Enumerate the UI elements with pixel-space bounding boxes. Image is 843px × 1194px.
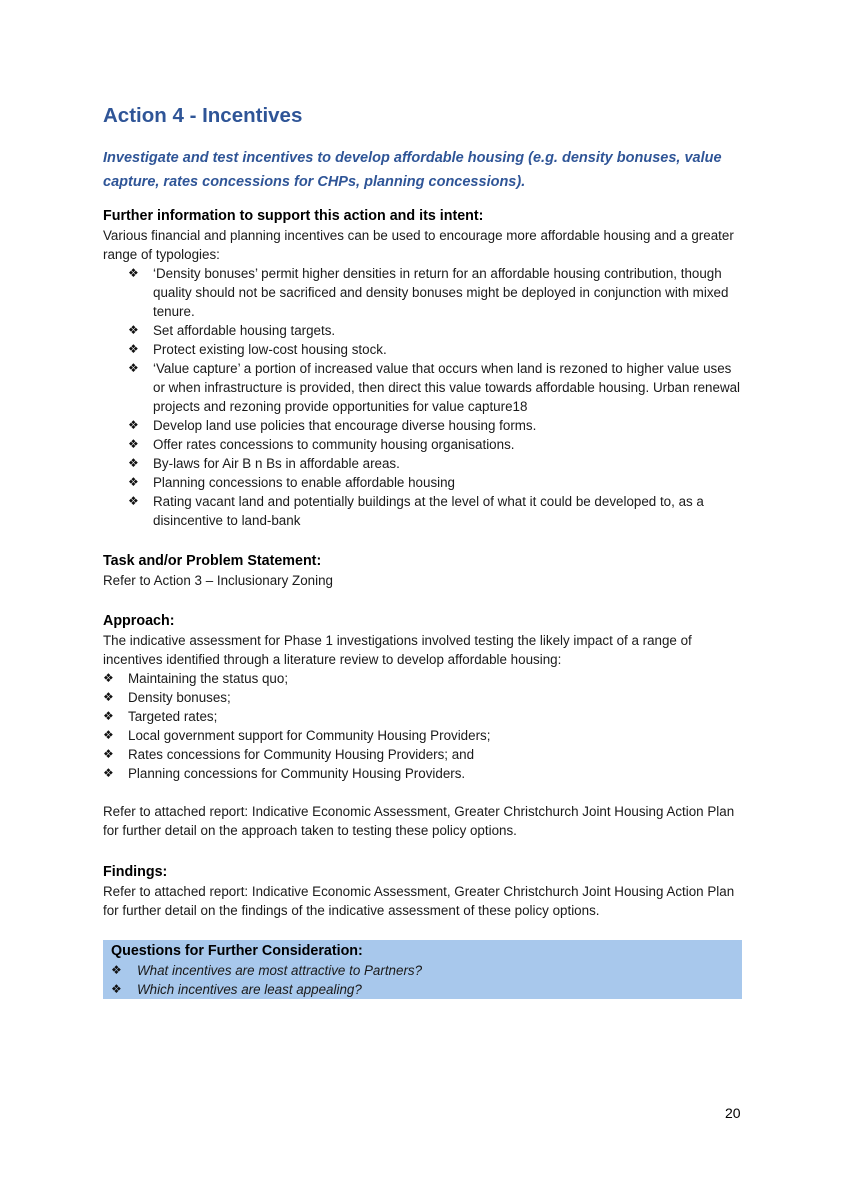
page-title: Action 4 - Incentives xyxy=(103,104,303,127)
diamond-bullet-icon: ❖ xyxy=(103,766,114,780)
list-item: ❖ Develop land use policies that encourage diverse housing forms. xyxy=(128,418,537,433)
list-item: ❖ ‘Value capture’ a portion of increased value that occurs when land is rezoned to higher value uses or when infrastructure is provided, then direct this value towards affordable housing. Urban renewal projects and rezoning provide opportunities for value capture18 xyxy=(128,361,741,414)
diamond-bullet-icon: ❖ xyxy=(128,494,139,508)
list-item: ❖ By-laws for Air B n Bs in affordable areas. xyxy=(128,456,400,471)
task-text: Refer to Action 3 – Inclusionary Zoning xyxy=(103,573,334,588)
approach-intro: The indicative assessment for Phase 1 investigations involved testing the likely impact of a range of incentives identified through a literature review to develop affordable housing: xyxy=(103,633,692,667)
list-item: ❖ Which incentives are least appealing? xyxy=(111,982,362,997)
approach-section xyxy=(103,612,743,840)
list-item: ❖ ‘Density bonuses’ permit higher densities in return for an affordable housing contribution, though quality should not be sacrificed and density bonuses might be deployed in conjunction with mixed tenure. xyxy=(128,266,729,319)
list-item: ❖ Set affordable housing targets. xyxy=(128,323,336,338)
further-info-section xyxy=(103,207,743,530)
list-item: ❖ Planning concessions for Community Housing Providers. xyxy=(103,766,466,781)
findings-section xyxy=(103,863,743,920)
diamond-bullet-icon: ❖ xyxy=(128,437,139,451)
task-section xyxy=(103,552,743,590)
diamond-bullet-icon: ❖ xyxy=(103,709,114,723)
diamond-bullet-icon: ❖ xyxy=(128,361,139,375)
list-item: ❖ Planning concessions to enable affordable housing xyxy=(128,475,456,490)
diamond-bullet-icon: ❖ xyxy=(103,728,114,742)
list-item: ❖ Density bonuses; xyxy=(103,690,231,705)
diamond-bullet-icon: ❖ xyxy=(103,747,114,761)
further-info-intro: Various financial and planning incentives can be used to encourage more affordable housing and a greater range of typologies: xyxy=(103,228,734,262)
diamond-bullet-icon: ❖ xyxy=(128,475,139,489)
diamond-bullet-icon: ❖ xyxy=(111,982,122,996)
approach-list xyxy=(103,669,743,783)
questions-list xyxy=(111,961,734,999)
diamond-bullet-icon: ❖ xyxy=(103,690,114,704)
list-item: ❖ Rating vacant land and potentially buildings at the level of what it could be developed to, as a disincentive to land-bank xyxy=(128,494,704,528)
questions-box xyxy=(103,940,742,999)
diamond-bullet-icon: ❖ xyxy=(128,418,139,432)
findings-heading: Findings: xyxy=(103,864,168,880)
diamond-bullet-icon: ❖ xyxy=(103,671,114,685)
diamond-bullet-icon: ❖ xyxy=(128,266,139,280)
questions-heading: Questions for Further Consideration: xyxy=(111,943,363,959)
list-item: ❖ Maintaining the status quo; xyxy=(103,671,289,686)
list-item: ❖ Offer rates concessions to community housing organisations. xyxy=(128,437,515,452)
diamond-bullet-icon: ❖ xyxy=(128,323,139,337)
list-item: ❖ Protect existing low-cost housing stock. xyxy=(128,342,387,357)
findings-text: Refer to attached report: Indicative Economic Assessment, Greater Christchurch Joint Housing Action Plan for further detail on the findings of the indicative assessment of these policy options. xyxy=(103,884,735,918)
list-item: ❖ Rates concessions for Community Housing Providers; and xyxy=(103,747,475,762)
further-info-list xyxy=(103,264,743,530)
action-lead-statement: Investigate and test incentives to develop affordable housing (e.g. density bonuses, value capture, rates concessions for CHPs, planning concessions). xyxy=(103,150,722,190)
list-item: ❖ What incentives are most attractive to Partners? xyxy=(111,963,423,978)
page-number: 20 xyxy=(725,1105,741,1121)
task-heading: Task and/or Problem Statement: xyxy=(103,553,322,569)
list-item: ❖ Local government support for Community Housing Providers; xyxy=(103,728,491,743)
diamond-bullet-icon: ❖ xyxy=(128,456,139,470)
list-item: ❖ Targeted rates; xyxy=(103,709,218,724)
diamond-bullet-icon: ❖ xyxy=(128,342,139,356)
approach-outro: Refer to attached report: Indicative Economic Assessment, Greater Christchurch Joint Housing Action Plan for further detail on the approach taken to testing these policy options. xyxy=(103,804,735,838)
diamond-bullet-icon: ❖ xyxy=(111,963,122,977)
approach-heading: Approach: xyxy=(103,613,175,629)
further-info-heading: Further information to support this action and its intent: xyxy=(103,208,484,224)
